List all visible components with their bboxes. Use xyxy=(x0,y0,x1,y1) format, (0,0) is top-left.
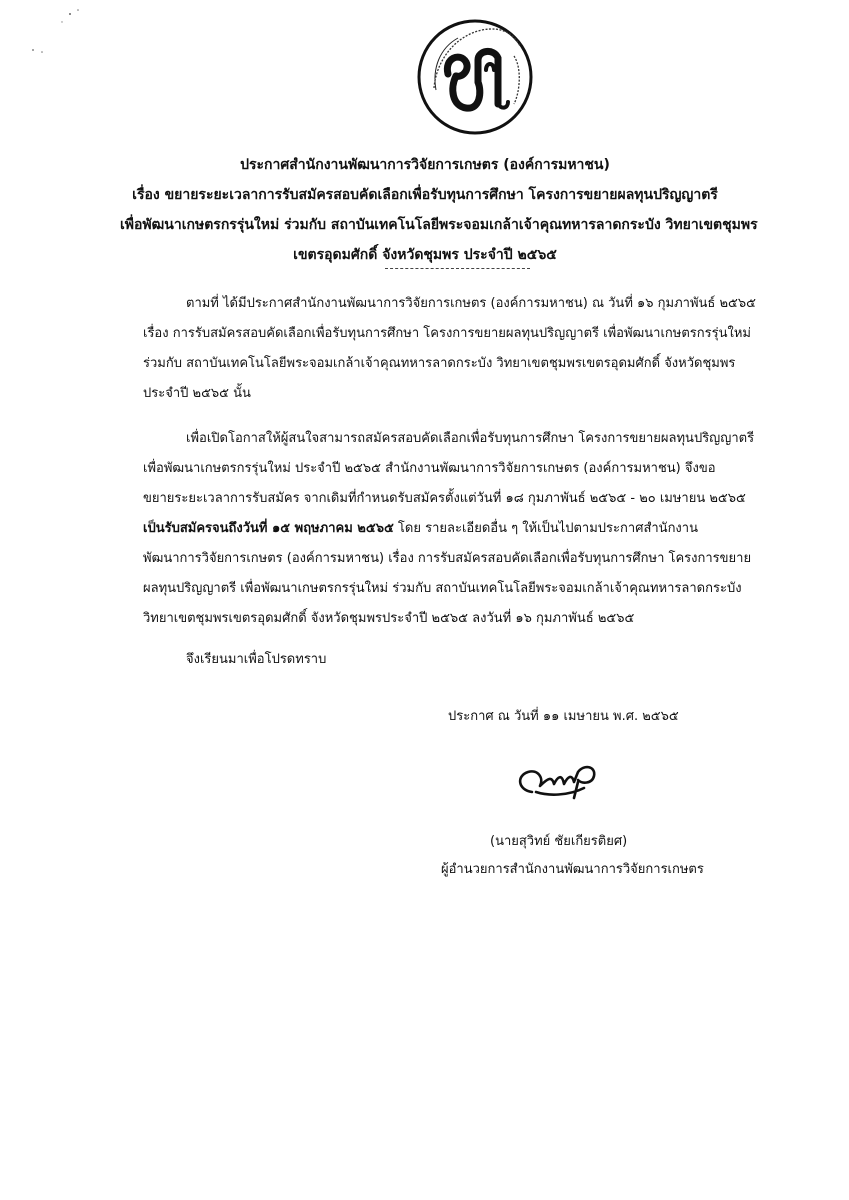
paragraph-2-line: พัฒนาการวิจัยการเกษตร (องค์การมหาชน) เรื่อง การรับสมัครสอบคัดเลือกเพื่อรับทุนการศึกษา โครงการขยาย xyxy=(143,551,752,566)
paragraph-2-line xyxy=(143,514,758,544)
paragraph-1-line: ประจำปี ๒๕๖๕ นั้น xyxy=(143,386,251,401)
paragraph-2-line: เพื่อเปิดโอกาสให้ผู้สนใจสามารถสมัครสอบคัดเลือกเพื่อรับทุนการศึกษา โครงการขยายผลทุนปริญญาตรี xyxy=(186,431,755,446)
signer-position: ผู้อำนวยการสำนักงานพัฒนาการวิจัยการเกษตร xyxy=(441,862,704,877)
header-line-1: ประกาศสำนักงานพัฒนาการวิจัยการเกษตร (องค์การมหาชน) xyxy=(240,157,610,173)
signer-name: (นายสุวิทย์ ชัยเกียรติยศ) xyxy=(490,834,628,849)
scan-specks xyxy=(0,0,120,60)
announcement-header xyxy=(120,150,758,270)
header-line-3: เพื่อพัฒนาเกษตรกรรุ่นใหม่ ร่วมกับ สถาบันเทคโนโลยีพระจอมเกล้าเจ้าคุณทหารลาดกระบัง วิทยาเขตชุมพร xyxy=(120,217,758,233)
paragraph-1 xyxy=(143,289,758,409)
header-line-2: เรื่อง ขยายระยะเวลาการรับสมัครสอบคัดเลือกเพื่อรับทุนการศึกษา โครงการขยายผลทุนปริญญาตรี xyxy=(132,187,718,203)
header-divider xyxy=(385,268,530,269)
header-line-4: เขตรอุดมศักดิ์ จังหวัดชุมพร ประจำปี ๒๕๖๕ xyxy=(293,247,557,263)
paragraph-2-line: วิทยาเขตชุมพรเขตรอุดมศักดิ์ จังหวัดชุมพรประจำปี ๒๕๖๕ ลงวันที่ ๑๖ กุมภาพันธ์ ๒๕๖๕ xyxy=(143,611,635,626)
handwritten-signature-icon xyxy=(508,758,628,806)
announcement-date: ประกาศ ณ วันที่ ๑๑ เมษายน พ.ศ. ๒๕๖๕ xyxy=(448,709,679,724)
closing-remark: จึงเรียนมาเพื่อโปรดทราบ xyxy=(186,652,327,667)
extended-deadline-text: เป็นรับสมัครจนถึงวันที่ ๑๕ พฤษภาคม ๒๕๖๕ xyxy=(143,521,394,536)
paragraph-1-line: เรื่อง การรับสมัครสอบคัดเลือกเพื่อรับทุนการศึกษา โครงการขยายผลทุนปริญญาตรี เพื่อพัฒนาเกษตรกรรุ่นใหม่ xyxy=(143,326,751,341)
paragraph-1-line: ตามที่ ได้มีประกาศสำนักงานพัฒนาการวิจัยการเกษตร (องค์การมหาชน) ณ วันที่ ๑๖ กุมภาพันธ์ ๒๕๖๕ xyxy=(186,296,756,311)
paragraph-2 xyxy=(143,424,758,634)
paragraph-2-line: เพื่อพัฒนาเกษตรกรรุ่นใหม่ ประจำปี ๒๕๖๕ สำนักงานพัฒนาการวิจัยการเกษตร (องค์การมหาชน) จึงขอ xyxy=(143,461,716,476)
paragraph-3 xyxy=(143,645,758,675)
paragraph-2-line-rest: โดย รายละเอียดอื่น ๆ ให้เป็นไปตามประกาศสำนักงาน xyxy=(393,521,698,536)
paragraph-2-line: ขยายระยะเวลาการรับสมัคร จากเดิมที่กำหนดรับสมัครตั้งแต่วันที่ ๑๘ กุมภาพันธ์ ๒๕๖๕ - ๒๐ เมษายน ๒๕๖๕ xyxy=(143,491,746,506)
agency-seal-icon xyxy=(410,12,540,142)
paragraph-1-line: ร่วมกับ สถาบันเทคโนโลยีพระจอมเกล้าเจ้าคุณทหารลาดกระบัง วิทยาเขตชุมพรเขตรอุดมศักดิ์ จังหวัดชุมพร xyxy=(143,356,736,371)
paragraph-2-line: ผลทุนปริญญาตรี เพื่อพัฒนาเกษตรกรรุ่นใหม่ ร่วมกับ สถาบันเทคโนโลยีพระจอมเกล้าเจ้าคุณทหารลาดกระบัง xyxy=(143,581,742,596)
